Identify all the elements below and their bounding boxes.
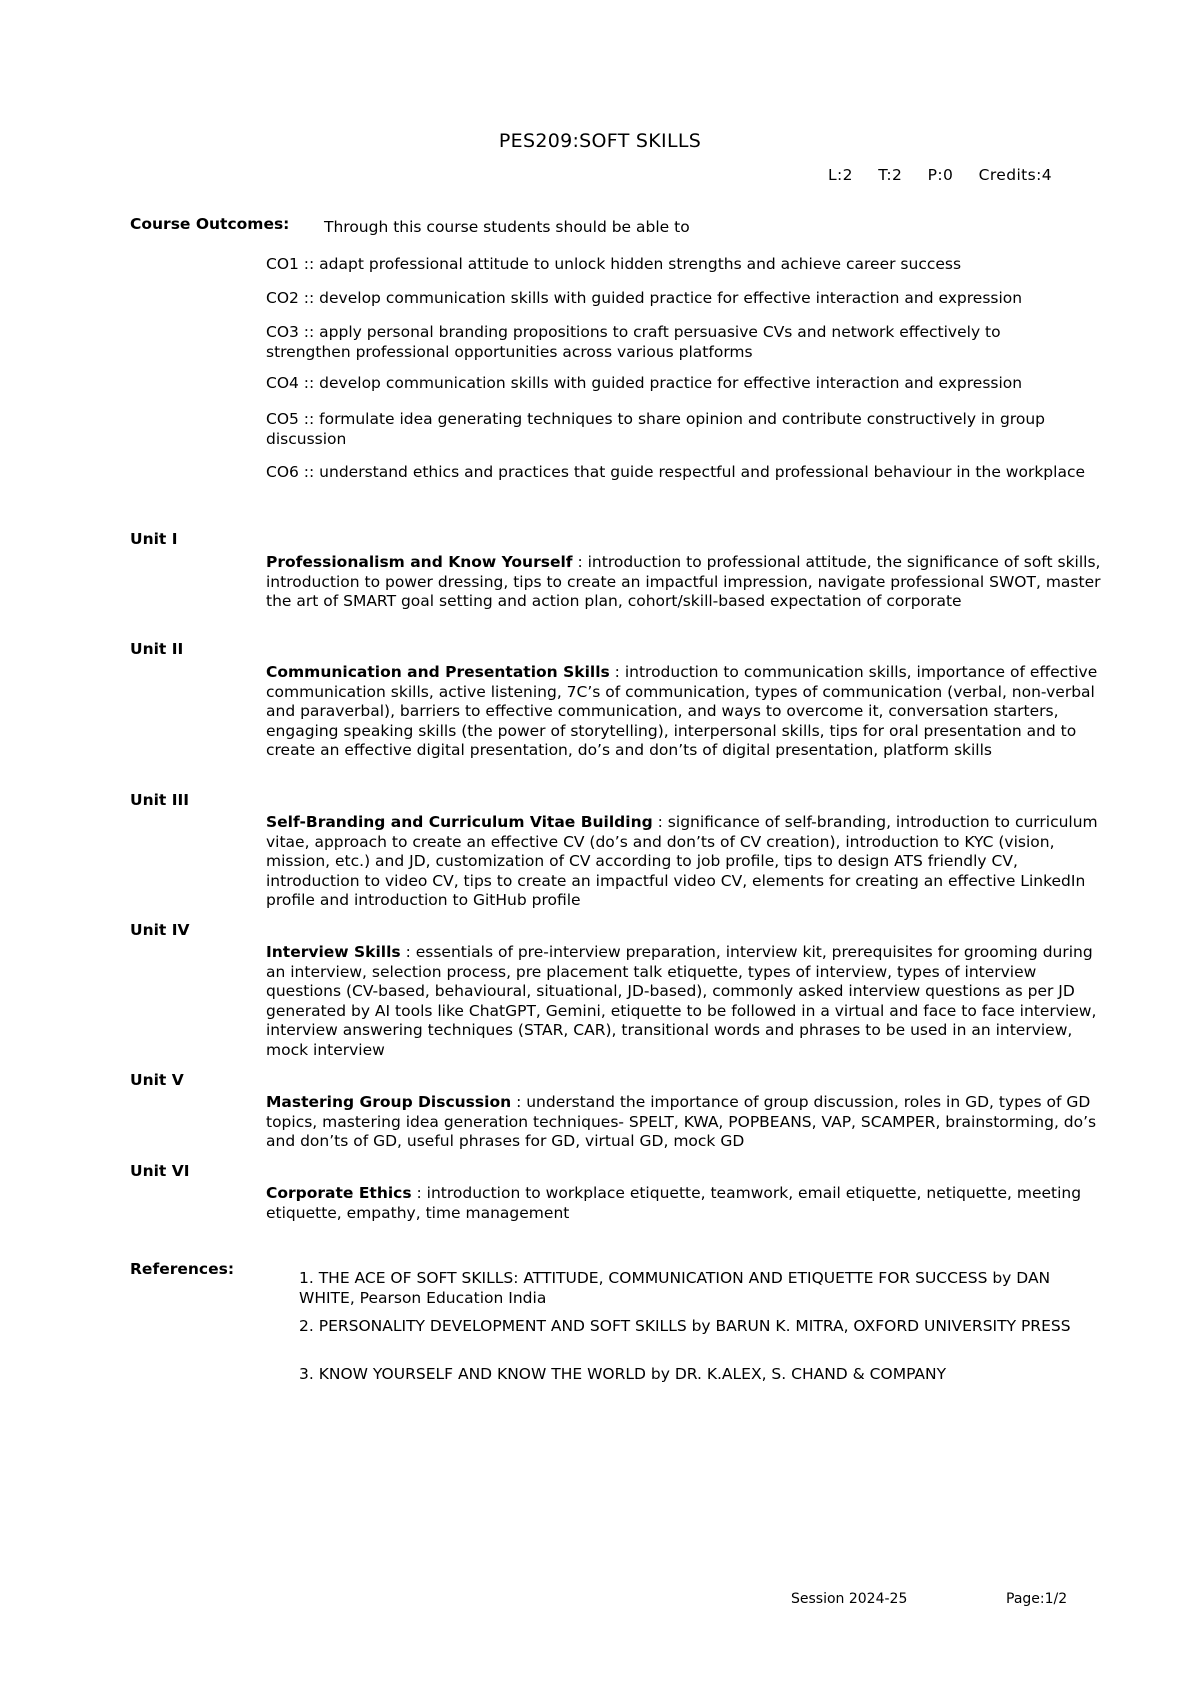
unit-description	[266, 553, 1106, 612]
unit-label: Unit I	[130, 530, 178, 548]
unit-topics: : introduction to workplace etiquette, teamwork, email etiquette, netiquette, meeting etiquette, empathy, time management	[266, 1184, 1082, 1222]
unit-description	[266, 663, 1106, 761]
tutorial-hours: T:2	[878, 166, 903, 184]
unit-label: Unit V	[130, 1071, 184, 1089]
credit-structure	[808, 166, 1052, 186]
course-title: PES209:SOFT SKILLS	[498, 130, 702, 152]
reference-item: 3. KNOW YOURSELF AND KNOW THE WORLD by DR. K.ALEX, S. CHAND & COMPANY	[299, 1365, 947, 1383]
unit-topics: : introduction to professional attitude, the significance of soft skills, introduction to power dressing, tips to create an impactful impression, navigate professional SWOT, master the art of SMART goal setting and action plan, cohort/skill-based expectation of corporate	[266, 553, 1101, 610]
credits: Credits:4	[978, 166, 1052, 184]
references-label: References:	[130, 1260, 235, 1278]
unit-heading: Corporate Ethics	[266, 1184, 412, 1202]
unit-heading: Professionalism and Know Yourself	[266, 553, 573, 571]
session-label: Session 2024-25	[791, 1591, 908, 1607]
reference-item: 1. THE ACE OF SOFT SKILLS: ATTITUDE, COMMUNICATION AND ETIQUETTE FOR SUCCESS by DAN WHITE, Pearson Education India	[299, 1269, 1051, 1307]
course-outcome-item: CO3 :: apply personal branding propositions to craft persuasive CVs and network effectively to strengthen professional opportunities across various platforms	[266, 323, 1001, 361]
unit-heading: Communication and Presentation Skills	[266, 663, 610, 681]
unit-topics: : essentials of pre-interview preparation, interview kit, prerequisites for grooming during an interview, selection process, pre placement talk etiquette, types of interview, types of interview questions (CV-based, behavioural, situational, JD-based), commonly asked interview questions as per JD generated by AI tools like ChatGPT, Gemini, etiquette to be followed in a virtual and face to face interview, interview answering techniques (STAR, CAR), transitional words and phrases to be used in an interview, mock interview	[266, 943, 1097, 1059]
unit-heading: Interview Skills	[266, 943, 401, 961]
course-outcome-item: CO2 :: develop communication skills with guided practice for effective interaction and expression	[266, 289, 1023, 307]
unit-label: Unit III	[130, 791, 190, 809]
unit-description	[266, 1093, 1106, 1152]
unit-description	[266, 813, 1106, 911]
course-outcome-item: CO4 :: develop communication skills with guided practice for effective interaction and expression	[266, 374, 1023, 392]
unit-label: Unit II	[130, 640, 184, 658]
unit-label: Unit VI	[130, 1162, 190, 1180]
unit-heading: Self-Branding and Curriculum Vitae Building	[266, 813, 653, 831]
reference-item: 2. PERSONALITY DEVELOPMENT AND SOFT SKILLS by BARUN K. MITRA, OXFORD UNIVERSITY PRESS	[299, 1317, 1071, 1335]
course-outcomes-intro: Through this course students should be able to	[324, 218, 690, 236]
course-outcome-item: CO5 :: formulate idea generating techniques to share opinion and contribute constructively in group discussion	[266, 410, 1045, 448]
unit-topics: : significance of self-branding, introduction to curriculum vitae, approach to create an effective CV (do’s and don’ts of CV creation), introduction to KYC (vision, mission, etc.) and JD, customization of CV according to job profile, tips to design ATS friendly CV, introduction to video CV, tips to create an impactful video CV, elements for creating an effective LinkedIn profile and introduction to GitHub profile	[266, 813, 1098, 909]
unit-description	[266, 943, 1106, 1060]
course-outcomes-label: Course Outcomes:	[130, 215, 290, 233]
course-outcome-item: CO1 :: adapt professional attitude to unlock hidden strengths and achieve career success	[266, 255, 962, 273]
page-number: Page:1/2	[1006, 1591, 1068, 1607]
unit-label: Unit IV	[130, 921, 190, 939]
lecture-hours: L:2	[828, 166, 853, 184]
practical-hours: P:0	[927, 166, 954, 184]
unit-topics: : understand the importance of group discussion, roles in GD, types of GD topics, mastering idea generation techniques- SPELT, KWA, POPBEANS, VAP, SCAMPER, brainstorming, do’s and don’ts of GD, useful phrases for GD, virtual GD, mock GD	[266, 1093, 1097, 1150]
unit-heading: Mastering Group Discussion	[266, 1093, 512, 1111]
unit-topics: : introduction to communication skills, importance of effective communication skills, active listening, 7C’s of communication, types of communication (verbal, non-verbal and paraverbal), barriers to effective communication, and ways to overcome it, conversation starters, engaging speaking skills (the power of storytelling), interpersonal skills, tips for oral presentation and to create an effective digital presentation, do’s and don’ts of digital presentation, platform skills	[266, 663, 1098, 759]
course-outcome-item: CO6 :: understand ethics and practices that guide respectful and professional behaviour in the workplace	[266, 463, 1086, 481]
unit-description	[266, 1184, 1106, 1223]
